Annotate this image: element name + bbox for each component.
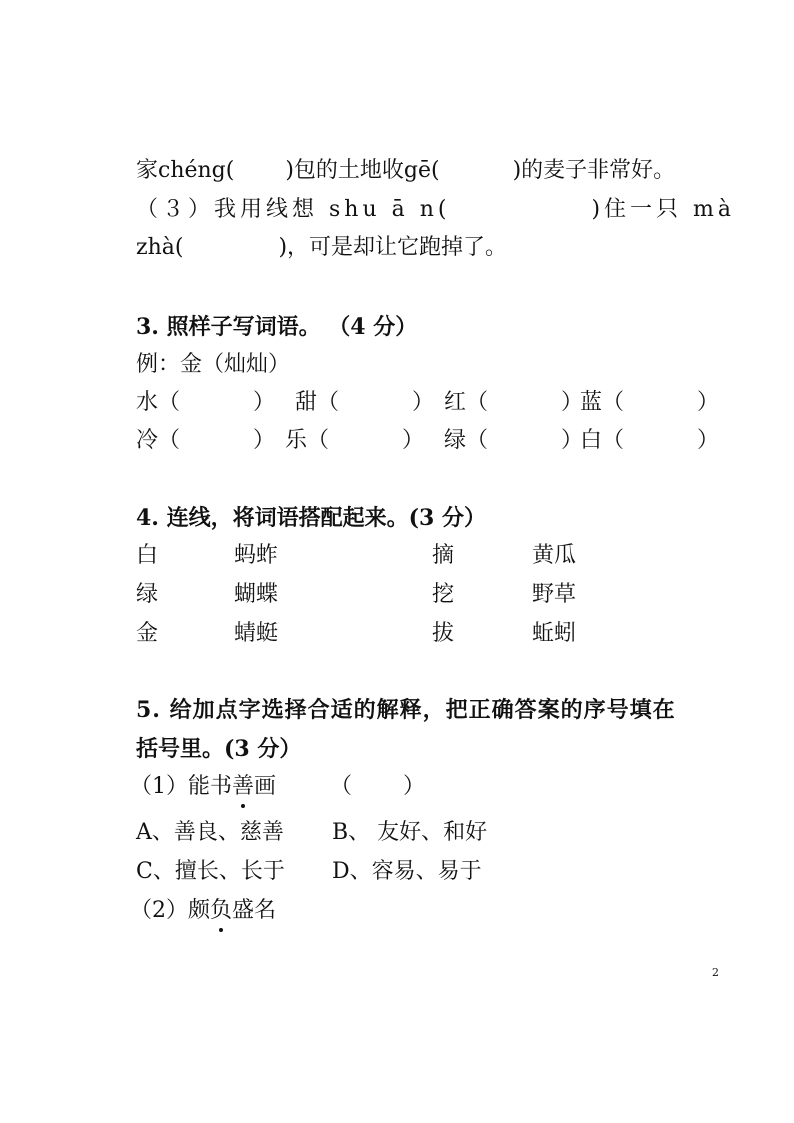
page-number: 2 xyxy=(712,966,719,979)
q4-left-word: 蚂蚱 xyxy=(234,543,279,568)
q4-right-word: 蚯蚓 xyxy=(532,621,577,646)
q5-item-2 xyxy=(130,896,276,926)
q3-row2-item: 绿（ ） xyxy=(444,428,583,453)
q5-option-d: D、容易、易于 xyxy=(332,859,482,884)
q3-row1-item: 甜（ ） xyxy=(295,390,434,415)
q2-line-1: 家chéng( )包的土地收gē( )的麦子非常好。 xyxy=(136,158,676,183)
q4-left-word: 蜻蜓 xyxy=(234,621,279,646)
q4-left-char: 绿 xyxy=(136,582,159,607)
q4-right-char: 拔 xyxy=(432,621,455,646)
emphasis-dot-char: 善 xyxy=(232,772,254,802)
q4-right-word: 野草 xyxy=(532,582,577,607)
q3-example: 例：金（灿灿） xyxy=(136,352,291,377)
q4-right-char: 摘 xyxy=(432,543,455,568)
q3-row2-item: 冷（ ） xyxy=(136,428,275,453)
q3-title: 3. 照样子写词语。 （4 分） xyxy=(136,314,418,340)
q3-row2-item: 乐（ ） xyxy=(285,428,424,453)
q5-option-a: A、善良、慈善 xyxy=(136,820,284,845)
q4-left-char: 白 xyxy=(136,543,159,568)
q5-title-line-1: 5. 给加点字选择合适的解释，把正确答案的序号填在 xyxy=(136,697,676,723)
q5-item-1-suffix: 画 xyxy=(254,774,277,799)
q2-line-2: （３）我用线想 shu ā n( )住一只 mà xyxy=(136,197,736,222)
q2-line-3: zhà( )，可是却让它跑掉了。 xyxy=(136,235,508,260)
q3-row2-item: 白（ ） xyxy=(580,428,719,453)
emphasis-dot-char: 负 xyxy=(210,896,232,926)
q3-row1-item: 蓝（ ） xyxy=(580,390,719,415)
q5-item-1-blank: （ ） xyxy=(330,774,425,799)
q5-item-1 xyxy=(130,772,276,802)
q5-option-b: B、 友好、和好 xyxy=(332,820,488,845)
q5-item-2-suffix: 盛名 xyxy=(232,898,277,923)
q5-option-c: C、擅长、长于 xyxy=(136,859,285,884)
q4-right-char: 挖 xyxy=(432,582,455,607)
q3-row1-item: 水（ ） xyxy=(136,390,275,415)
q4-left-word: 蝴蝶 xyxy=(234,582,279,607)
q3-row1-item: 红（ ） xyxy=(444,390,583,415)
q4-right-word: 黄瓜 xyxy=(532,543,577,568)
q5-title-line-2: 括号里。(3 分） xyxy=(136,736,302,762)
q5-item-1-prefix: （1）能书 xyxy=(130,774,232,799)
q5-item-2-prefix: （2）颇 xyxy=(130,898,210,923)
q4-title: 4. 连线，将词语搭配起来。(3 分） xyxy=(136,505,487,531)
q4-left-char: 金 xyxy=(136,621,159,646)
